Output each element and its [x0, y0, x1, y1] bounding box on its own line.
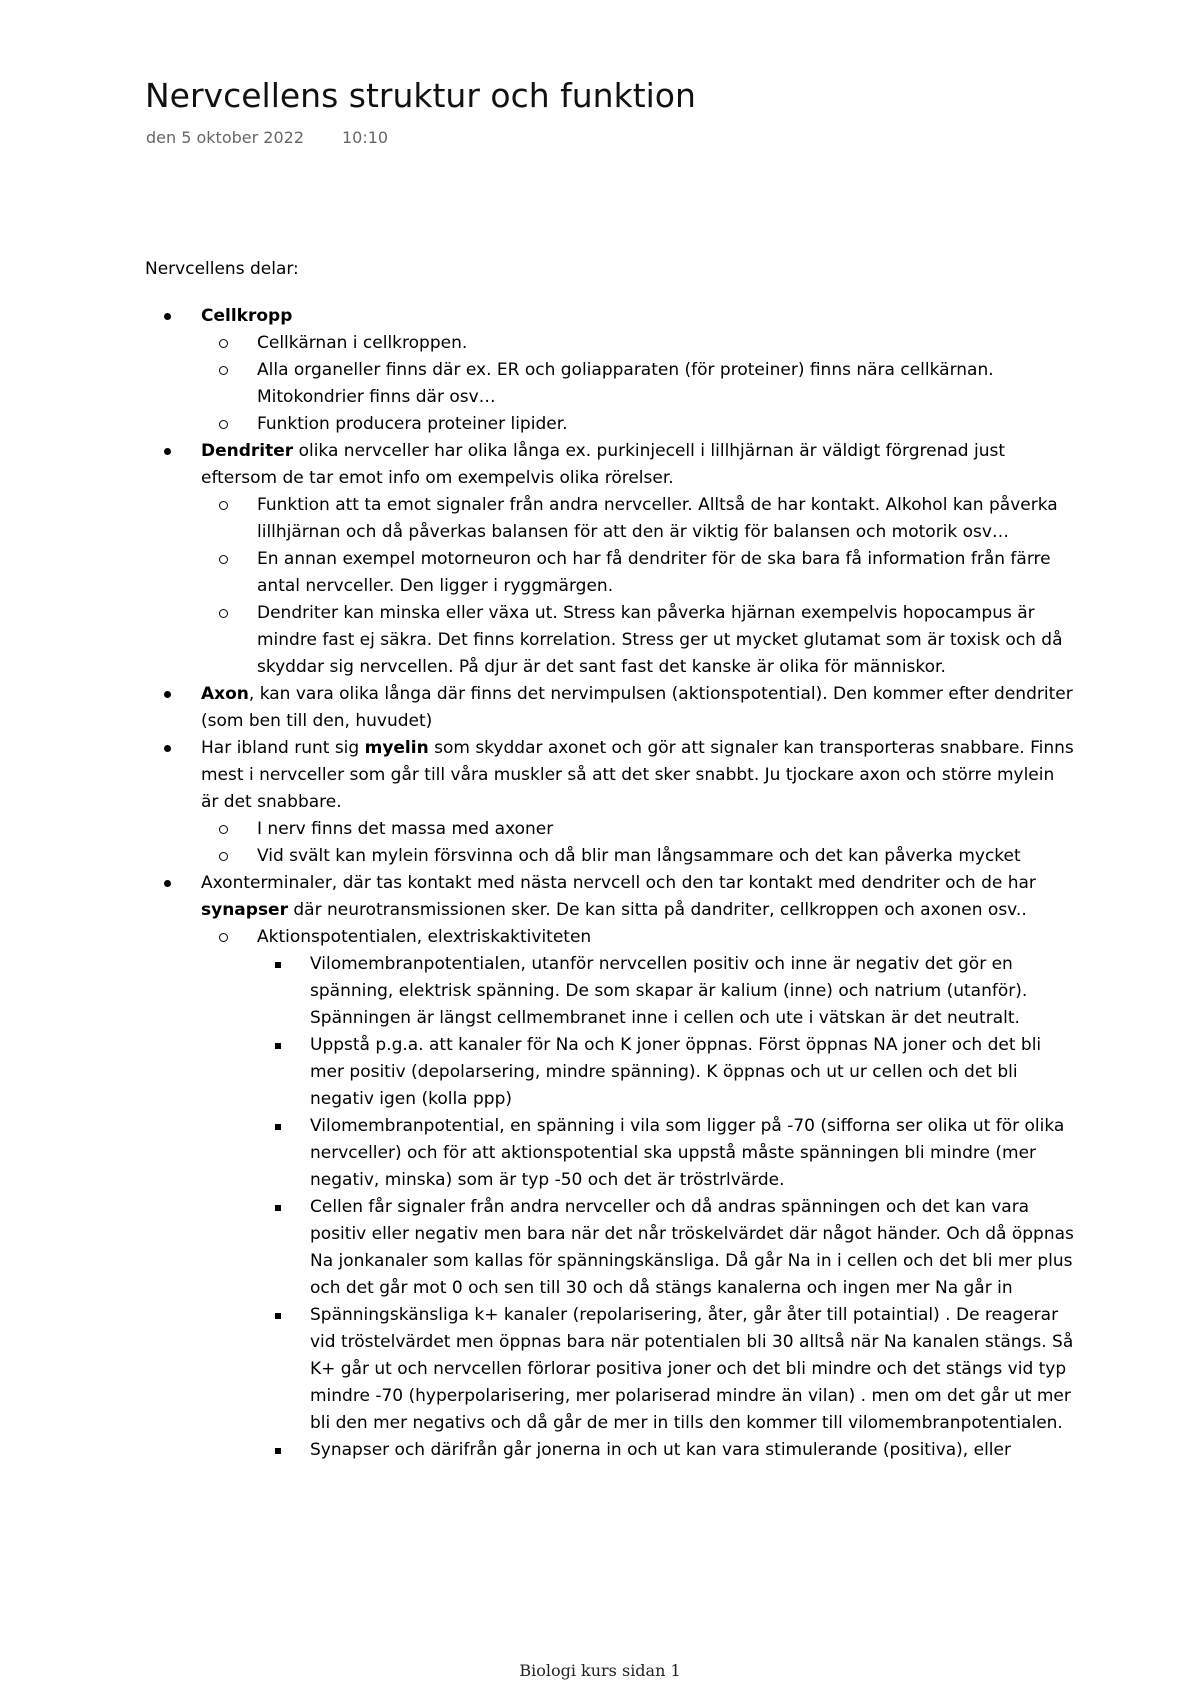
bullet-circle-icon — [201, 546, 257, 573]
item-text: som skyddar axonet och gör att signaler kan transporteras snabbare. Finns mest i nervceller som går till våra muskler så att det sker snabbt. Ju tjockare axon och större mylein är det snabbare. — [201, 738, 1074, 812]
page-title: Nervcellens struktur och funktion — [145, 76, 696, 115]
item-text: Funktion producera proteiner lipider. — [257, 414, 568, 434]
list-item — [201, 924, 1075, 1464]
note-date: den 5 oktober 2022 — [146, 128, 304, 147]
item-text: Aktionspotentialen, elextriskaktiviteten — [257, 927, 592, 947]
note-timestamp — [146, 128, 388, 147]
item-keyword: synapser — [201, 900, 288, 920]
list-item-text — [257, 843, 1075, 870]
list-item-text — [310, 951, 1075, 1032]
item-text: Cellkärnan i cellkroppen. — [257, 333, 468, 353]
list-item-text — [201, 438, 1075, 492]
list-item-text — [257, 546, 1075, 600]
list-item — [201, 600, 1075, 681]
list-item — [201, 411, 1075, 438]
sub-list — [201, 492, 1075, 681]
item-text: I nerv finns det massa med axoner — [257, 819, 554, 839]
list-item-text — [257, 330, 1075, 357]
bullet-circle-icon — [201, 924, 257, 951]
bullet-circle-icon — [201, 600, 257, 627]
list-item — [257, 1113, 1075, 1194]
item-text: Synapser och därifrån går jonerna in och ut kan vara stimulerande (positiva), eller — [310, 1440, 1011, 1460]
list-item-text — [310, 1302, 1075, 1437]
list-item-text — [257, 411, 1075, 438]
sub-list — [201, 330, 1075, 438]
list-item — [257, 1437, 1075, 1464]
bullet-circle-icon — [201, 492, 257, 519]
list-item — [201, 816, 1075, 843]
item-keyword: Cellkropp — [201, 306, 293, 326]
list-item — [145, 303, 1075, 438]
item-text: Vilomembranpotentialen, utanför nervcellen positiv och inne är negativ det gör en spänning, elektrisk spänning. De som skapar är kalium (inne) och natrium (utanför). Spänningen är längst cellmembranet inne i cellen och ute i vätskan är det neutralt. — [310, 954, 1028, 1028]
intro-text: Nervcellens delar: — [145, 259, 299, 279]
item-text: Funktion att ta emot signaler från andra nervceller. Alltså de har kontakt. Alkohol kan påverka lillhjärnan och då påverkas balansen för att den är viktig för balansen och motorik osv… — [257, 495, 1058, 542]
item-text: , kan vara olika långa där finns det nervimpulsen (aktionspotential). Den kommer efter dendriter (som ben till den, huvudet) — [201, 684, 1073, 731]
list-item — [145, 735, 1075, 870]
list-item — [201, 357, 1075, 411]
bullet-dot-icon — [145, 735, 201, 762]
list-item — [201, 843, 1075, 870]
bullet-square-icon — [257, 1302, 310, 1329]
list-item — [257, 951, 1075, 1032]
note-time: 10:10 — [342, 128, 389, 147]
item-text: Uppstå p.g.a. att kanaler för Na och K joner öppnas. Först öppnas NA joner och det bli mer positiv (depolarsering, mindre spänning). K öppnas och ut ur cellen och det bli negativ igen (kolla ppp) — [310, 1035, 1042, 1109]
list-item — [257, 1302, 1075, 1437]
list-item-text — [201, 303, 1075, 330]
item-text: Cellen får signaler från andra nervceller och då andras spänningen och det kan vara positiv eller negativ men bara när det når tröskelvärdet där något händer. Och då öppnas Na jonkanaler som kallas för spänningskänsliga. Då går Na in i cellen och det bli mer plus och det går mot 0 och sen till 30 och då stängs kanalerna och ingen mer Na går in — [310, 1197, 1074, 1298]
bullet-square-icon — [257, 1113, 310, 1140]
list-item — [145, 870, 1075, 1464]
list-item — [257, 1194, 1075, 1302]
item-text: Vid svält kan mylein försvinna och då blir man långsammare och det kan påverka mycket — [257, 846, 1021, 866]
bullet-circle-icon — [201, 330, 257, 357]
list-item-text — [257, 492, 1075, 546]
list-item — [145, 681, 1075, 735]
list-item — [145, 438, 1075, 681]
item-text-lead: Har ibland runt sig — [201, 738, 365, 758]
list-item — [257, 1032, 1075, 1113]
item-text-lead: Axonterminaler, där tas kontakt med nästa nervcell och den tar kontakt med dendriter och de har — [201, 873, 1036, 893]
bullet-dot-icon — [145, 438, 201, 465]
bullet-square-icon — [257, 1437, 310, 1464]
item-text: Dendriter kan minska eller växa ut. Stress kan påverka hjärnan exempelvis hopocampus är mindre fast ej säkra. Det finns korrelation. Stress ger ut mycket glutamat som är toxisk och då skyddar sig nervcellen. På djur är det sant fast det kanske är olika för människor. — [257, 603, 1063, 677]
list-item-text — [201, 735, 1075, 816]
item-keyword: Dendriter — [201, 441, 294, 461]
bullet-dot-icon — [145, 681, 201, 708]
list-item-text — [257, 924, 1075, 951]
list-item-text — [310, 1113, 1075, 1194]
bullet-square-icon — [257, 1194, 310, 1221]
bullet-square-icon — [257, 951, 310, 978]
item-keyword: myelin — [364, 738, 429, 758]
list-item — [201, 330, 1075, 357]
item-text: olika nervceller har olika långa ex. purkinjecell i lillhjärnan är väldigt förgrenad just eftersom de tar emot info om exempelvis olika rörelser. — [201, 441, 1005, 488]
item-text: Vilomembranpotential, en spänning i vila som ligger på -70 (sifforna ser olika ut för olika nervceller) och för att aktionspotential ska uppstå måste spänningen bli mindre (mer negativ, minska) som är typ -50 och det är tröstrlvärde. — [310, 1116, 1065, 1190]
item-text: där neurotransmissionen sker. De kan sitta på dandriter, cellkroppen och axonen osv.. — [287, 900, 1027, 920]
list-item — [201, 492, 1075, 546]
bullet-square-icon — [257, 1032, 310, 1059]
list-item-text — [310, 1194, 1075, 1302]
item-text: En annan exempel motorneuron och har få dendriter för de ska bara få information från färre antal nervceller. Den ligger i ryggmärgen. — [257, 549, 1051, 596]
page-footer: Biologi kurs sidan 1 — [519, 1661, 681, 1680]
bullet-dot-icon — [145, 303, 201, 330]
list-item-text — [257, 816, 1075, 843]
note-body — [145, 256, 1075, 1464]
list-item-text — [201, 681, 1075, 735]
bullet-list — [145, 303, 1075, 1464]
item-keyword: Axon — [201, 684, 249, 704]
list-item-text — [310, 1437, 1075, 1464]
item-text: Alla organeller finns där ex. ER och goliapparaten (för proteiner) finns nära cellkärnan. Mitokondrier finns där osv… — [257, 360, 994, 407]
bullet-circle-icon — [201, 357, 257, 384]
sub-list — [257, 951, 1075, 1464]
list-item — [201, 546, 1075, 600]
bullet-circle-icon — [201, 411, 257, 438]
bullet-circle-icon — [201, 816, 257, 843]
list-item-text — [257, 600, 1075, 681]
bullet-circle-icon — [201, 843, 257, 870]
list-item-text — [310, 1032, 1075, 1113]
list-item-text — [201, 870, 1075, 924]
item-text: Spänningskänsliga k+ kanaler (repolarisering, åter, går åter till potaintial) . De reagerar vid tröstelvärdet men öppnas bara när potentialen bli 30 alltså när Na kanalen stängs. Så K+ går ut och nervcellen förlorar positiva joner och det bli mindre och det stängs vid typ mindre -70 (hyperpolarisering, mer polariserad mindre än vilan) . men om det går ut mer bli den mer negativs och då går de mer in tills den kommer till vilomembranpotentialen. — [310, 1305, 1074, 1433]
sub-list — [201, 924, 1075, 1464]
list-item-text — [257, 357, 1075, 411]
sub-list — [201, 816, 1075, 870]
bullet-dot-icon — [145, 870, 201, 897]
